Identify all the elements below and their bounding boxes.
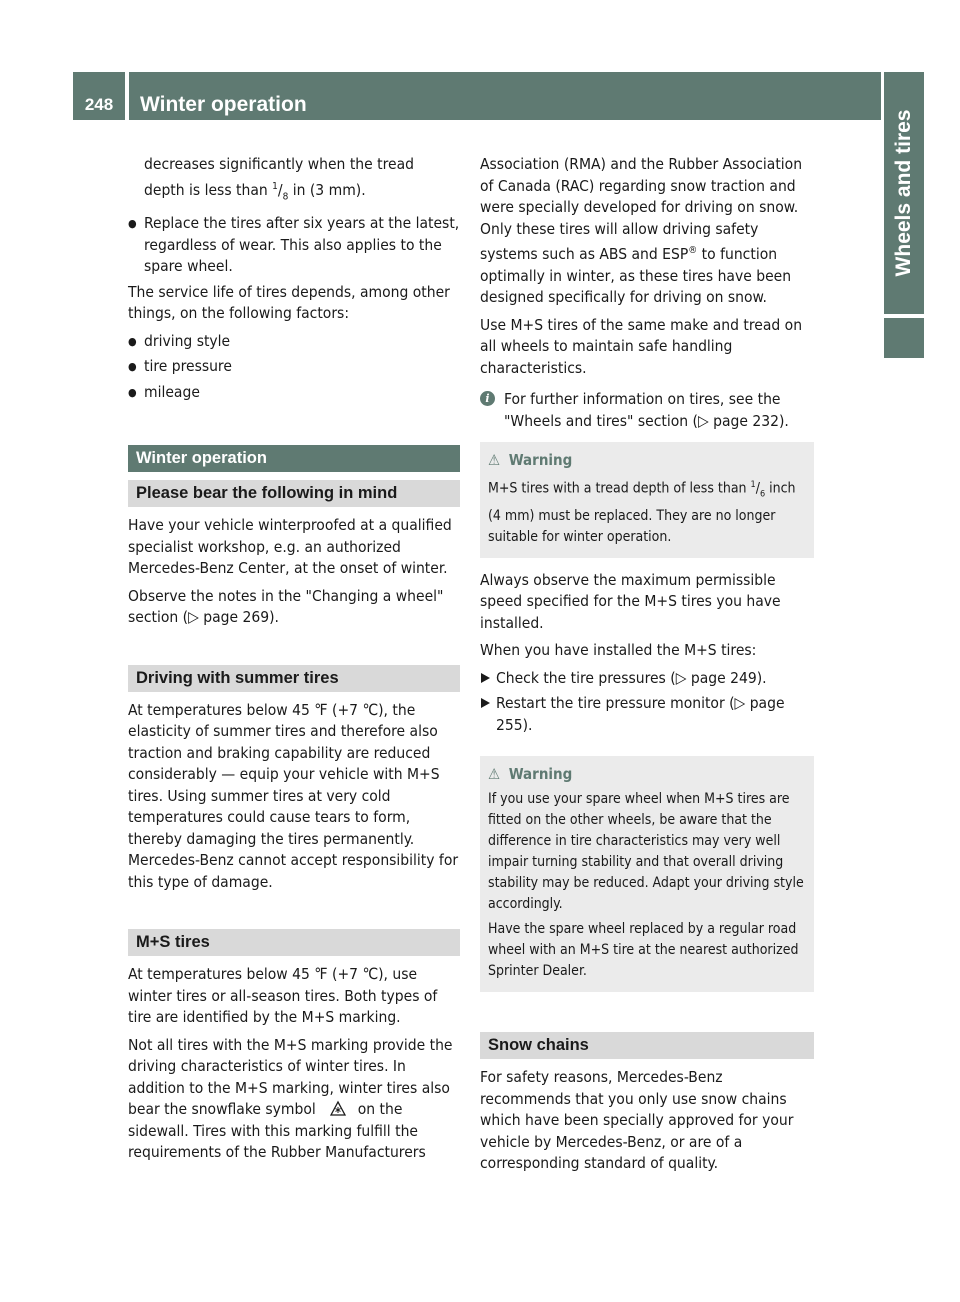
info-note [480,389,814,432]
warning-title [488,764,806,785]
page-title: Winter operation [129,72,881,120]
factor-item [128,382,460,404]
warning-text: If you use your spare wheel when M+S tires are fitted on the other wheels, be aware that the difference in tire characteristics may very well impair turning stability and that overall driving stability may be reduced. Adapt your driving style accordingly. [488,791,804,913]
installed-paragraph: When you have installed the M+S tires: [480,641,757,660]
rma-text-a: Association (RMA) and the Rubber Association of Canada (RAC) regarding snow traction and were specially developed for driving on snow. Only these tires will allow driving safety systems such as ABS and ESP [480,155,803,264]
bullet-icon: ● [128,360,137,374]
section-heading-winter: Winter operation [128,445,460,472]
rma-paragraph [480,154,814,309]
info-text: For further information on tires, see the "Wheels and tires" section (▷ page 232). [504,390,789,430]
warning-title [488,450,806,471]
bullet-icon: ● [128,217,137,231]
factor-item [128,331,460,353]
fraction-denominator: 8 [282,190,289,202]
snowflake-mountain-icon [330,1100,346,1116]
step-arrow-icon [481,673,490,683]
bullet-icon: ● [128,385,137,399]
ms-paragraph-1: At temperatures below 45 ℉ (+7 ℃), use winter tires or all-season tires. Both types of tire are identified by the M+S marking. [128,965,438,1027]
warning-text-a: M+S tires with a tread depth of less than [488,480,751,497]
warning-box-tread [480,442,814,557]
snow-chains-paragraph: For safety reasons, Mercedes-Benz recommends that you only use snow chains which have been specially approved for your vehicle by Mercedes-Benz, or are of a corresponding standard of quality. [480,1068,794,1173]
step-item [480,693,814,736]
observe-paragraph: Observe the notes in the "Changing a wheel" section (▷ page 269). [128,586,444,627]
fraction-numerator: 1 [272,180,278,192]
subheading-summer-tires: Driving with summer tires [128,665,460,692]
subheading-bear-in-mind: Please bear the following in mind [128,480,460,507]
fraction-denominator: 6 [759,489,766,500]
step-text: Restart the tire pressure monitor (▷ page 255). [496,694,785,734]
step-item [480,668,814,690]
left-column [128,154,460,1170]
warning-text-b: inch (4 mm) must be replaced. They are no longer suitable for winter operation. [488,480,796,545]
warning-triangle-icon: ⚠ [488,451,501,470]
bullet-replace [128,213,460,278]
sidebar-label-text: Wheels and tires [892,109,915,277]
fraction-numerator: 1 [750,480,756,491]
step-text: Check the tire pressures (▷ page 249). [496,668,767,687]
subheading-ms-tires: M+S tires [128,929,460,956]
registered-mark: ® [688,245,698,256]
right-column [480,154,814,1181]
sidebar-marker [884,318,924,358]
info-icon: i [480,391,495,406]
tread-text-2: depth is less than [144,180,273,199]
bullet-icon: ● [128,334,137,348]
factor-text: tire pressure [144,357,232,376]
warning-text: M+S tires with a tread depth of less than $^1/_6$ inch (4 mm) must be replaced. They are no longer suitable for winter operation. [488,480,796,545]
page-number: 248 [73,72,125,120]
ms-text-b: on the sidewall. Tires with this marking fulfill the requirements of the Rubber Manufacturers [128,1100,426,1162]
same-tires-paragraph: Use M+S tires of the same make and tread on all wheels to maintain safe handling characteristics. [480,315,803,377]
factor-text: driving style [144,331,231,350]
service-life-paragraph: The service life of tires depends, among other things, on the following factors: [128,282,450,323]
tread-text-1: decreases significantly when the tread [144,155,414,173]
warning-title-text: Warning [508,451,573,470]
tread-text-3: in (3 mm). [288,180,366,199]
summer-paragraph: At temperatures below 45 ℉ (+7 ℃), the elasticity of summer tires and therefore also traction and braking capability are reduced considerably — equip your vehicle with M+S tires. Using summer tires at very cold temperatures could cause tears to form, thereby damaging the tires permanently. Mercedes-Benz cannot accept responsibility for this type of damage. [128,700,459,891]
bullet-replace-text: Replace the tires after six years at the latest, regardless of wear. This also applies to the spare wheel. [144,214,460,276]
warning-box-spare [480,756,814,992]
speed-paragraph: Always observe the maximum permissible speed specified for the M+S tires you have installed. [480,570,781,632]
ms-paragraph-2 [128,1035,460,1164]
ms-text-a: Not all tires with the M+S marking provide the driving characteristics of winter tires. In addition to the M+S marking, winter tires also bear the snowflake symbol [128,1035,453,1119]
subheading-snow-chains: Snow chains [480,1032,814,1059]
tread-depth-continuation: decreases significantly when the tread depth is less than $^1/_8$ in (3 mm). [144,155,414,202]
rma-text-b: to function optimally in winter, as these tires have been designed specifically for driving on snow. [480,245,792,307]
step-arrow-icon [481,698,490,708]
warning-title-text: Warning [508,765,573,784]
warning-triangle-icon: ⚠ [488,765,501,784]
factor-item [128,356,460,378]
winterproof-paragraph: Have your vehicle winterproofed at a qualified specialist workshop, e.g. an authorized Mercedes-Benz Center, at the onset of winter. [128,516,452,578]
sidebar-label [884,72,924,314]
factor-text: mileage [144,382,200,401]
warning-text: Have the spare wheel replaced by a regular road wheel with an M+S tire at the nearest authorized Sprinter Dealer. [488,921,799,980]
